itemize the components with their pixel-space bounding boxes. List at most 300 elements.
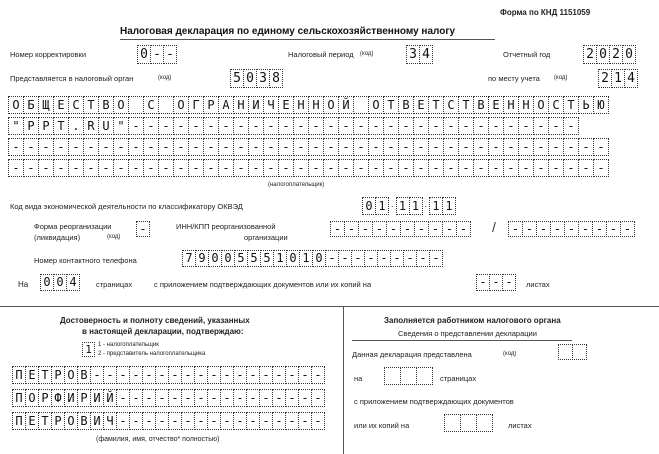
char-cell: - (377, 250, 391, 267)
char-cell: - (38, 159, 54, 177)
char-cell: - (136, 221, 150, 237)
char-cell: - (293, 159, 309, 177)
tax-authority-field[interactable] (230, 69, 283, 88)
char-cell: - (272, 366, 286, 384)
char-cell: - (233, 389, 247, 407)
char-cell: - (218, 117, 234, 135)
office-with-docs-label: с приложением подтверждающих документов (354, 397, 514, 406)
char-cell: - (351, 250, 365, 267)
char-cell: В (77, 412, 91, 430)
char-cell: - (155, 389, 169, 407)
char-cell: - (218, 138, 234, 156)
char-cell: 0 (221, 250, 235, 267)
char-cell: - (246, 366, 260, 384)
char-cell: П (12, 389, 26, 407)
char-cell: - (398, 138, 414, 156)
char-cell: - (503, 117, 519, 135)
location-code-caption: (код) (554, 75, 568, 81)
char-cell: Р (51, 366, 65, 384)
char-cell: - (8, 159, 24, 177)
section-divider (0, 306, 659, 307)
char-cell: - (488, 138, 504, 156)
char-cell: - (503, 159, 519, 177)
reorg-form-label-2: (ликвидация) (34, 233, 81, 242)
char-cell: - (578, 159, 594, 177)
char-cell: Й (338, 96, 354, 114)
title-underline (120, 39, 495, 40)
char-cell: - (503, 138, 519, 156)
char-cell: - (476, 274, 490, 291)
char-cell: - (38, 138, 54, 156)
char-cell: - (443, 117, 459, 135)
char-cell: Ф (51, 389, 65, 407)
char-cell: - (308, 159, 324, 177)
reorg-form-field[interactable] (136, 221, 150, 237)
char-cell (158, 96, 174, 114)
char-cell: - (83, 159, 99, 177)
char-cell: 0 (40, 274, 54, 291)
char-cell: - (173, 159, 189, 177)
char-cell: - (413, 159, 429, 177)
char-cell: О (25, 389, 39, 407)
char-cell: - (116, 366, 130, 384)
char-cell: Й (103, 389, 117, 407)
char-cell: " (113, 117, 129, 135)
char-cell: - (203, 159, 219, 177)
char-cell: - (518, 159, 534, 177)
char-cell: 1 (299, 250, 313, 267)
correction-number-field[interactable] (137, 45, 177, 64)
char-cell: Щ (38, 96, 54, 114)
char-cell: О (368, 96, 384, 114)
char-cell: О (173, 96, 189, 114)
char-cell: - (353, 117, 369, 135)
char-cell: - (398, 117, 414, 135)
char-cell: - (564, 221, 579, 237)
char-cell: - (338, 138, 354, 156)
char-cell: - (194, 389, 208, 407)
char-cell: - (414, 221, 429, 237)
char-cell: - (272, 412, 286, 430)
char-cell: - (390, 250, 404, 267)
char-cell: - (338, 117, 354, 135)
char-cell: 0 (137, 45, 151, 64)
char-cell: - (8, 138, 24, 156)
char-cell: - (278, 138, 294, 156)
char-cell: И (90, 412, 104, 430)
char-cell (400, 367, 417, 385)
char-cell: - (413, 117, 429, 135)
char-cell: - (338, 250, 352, 267)
reorg-inn-field[interactable] (330, 221, 471, 237)
payer-type-field[interactable] (82, 342, 95, 357)
char-cell: - (53, 138, 69, 156)
char-cell: - (129, 366, 143, 384)
char-cell: - (488, 117, 504, 135)
char-cell: - (246, 412, 260, 430)
char-cell: Т (38, 366, 52, 384)
char-cell: - (344, 221, 359, 237)
char-cell: - (400, 221, 415, 237)
char-cell: - (592, 221, 607, 237)
char-cell: 0 (243, 69, 257, 88)
phone-number-field[interactable] (182, 250, 443, 267)
char-cell: 4 (66, 274, 80, 291)
char-cell: - (143, 117, 159, 135)
char-cell: - (181, 389, 195, 407)
char-cell: Т (38, 412, 52, 430)
taxpayer-name-line-3[interactable] (8, 138, 609, 156)
office-title: Заполняется работником налогового органа (384, 316, 561, 325)
char-cell: П (12, 412, 26, 430)
reorg-kpp-field[interactable] (508, 221, 635, 237)
char-cell: - (248, 117, 264, 135)
char-cell: Б (23, 96, 39, 114)
char-cell (416, 367, 433, 385)
char-cell: - (442, 221, 457, 237)
char-cell: - (473, 138, 489, 156)
char-cell: - (372, 221, 387, 237)
char-cell: - (128, 117, 144, 135)
char-cell: Р (51, 412, 65, 430)
char-cell: О (533, 96, 549, 114)
char-cell: 1 (273, 250, 287, 267)
char-cell: - (428, 138, 444, 156)
char-cell: - (323, 138, 339, 156)
char-cell: - (285, 389, 299, 407)
char-cell: 8 (269, 69, 283, 88)
char-cell: О (64, 366, 78, 384)
office-sheets-field[interactable] (444, 414, 493, 432)
char-cell: P (23, 117, 39, 135)
taxpayer-name-line-4[interactable] (8, 159, 609, 177)
char-cell: - (293, 117, 309, 135)
char-cell: - (150, 45, 164, 64)
char-cell: 3 (256, 69, 270, 88)
char-cell: П (12, 366, 26, 384)
presented-code-caption: (код) (503, 351, 517, 357)
taxpayer-name-line-2[interactable] (8, 117, 579, 135)
char-cell: - (533, 138, 549, 156)
char-cell: - (458, 138, 474, 156)
reporting-year-field[interactable] (583, 45, 636, 64)
char-cell: - (383, 117, 399, 135)
char-cell: - (220, 389, 234, 407)
payer-option-1: 1 - налогоплательщик (98, 342, 159, 348)
char-cell: - (188, 159, 204, 177)
char-cell: - (368, 138, 384, 156)
char-cell: - (233, 412, 247, 430)
period-code-caption: (код) (360, 51, 374, 57)
char-cell: Ч (263, 96, 279, 114)
okved-dot: . (391, 199, 394, 209)
char-cell: - (473, 117, 489, 135)
char-cell: - (278, 117, 294, 135)
char-cell: - (158, 159, 174, 177)
char-cell: - (259, 412, 273, 430)
char-cell: - (233, 117, 249, 135)
inn-kpp-slash: / (492, 219, 496, 235)
taxpayer-caption: (налогоплательщик) (268, 182, 325, 188)
char-cell: - (298, 412, 312, 430)
char-cell: - (220, 366, 234, 384)
period-label: Налоговый период (288, 50, 354, 59)
char-cell: 1 (442, 197, 456, 215)
char-cell: - (458, 117, 474, 135)
char-cell: - (502, 274, 516, 291)
okved-dot: . (424, 199, 428, 209)
char-cell: Е (413, 96, 429, 114)
char-cell: Ч (103, 412, 117, 430)
char-cell: - (248, 159, 264, 177)
char-cell: T (53, 117, 69, 135)
form-title: Налоговая декларация по единому сельскохозяйственному налогу (120, 26, 456, 37)
okved-code-field[interactable] (362, 197, 456, 215)
sheets-count-field[interactable] (476, 274, 516, 291)
char-cell: - (158, 138, 174, 156)
char-cell: 1 (375, 197, 389, 215)
tax-period-field[interactable] (406, 45, 433, 64)
char-cell: - (578, 138, 594, 156)
char-cell: С (548, 96, 564, 114)
char-cell: - (53, 159, 69, 177)
char-cell: 1 (82, 342, 95, 357)
char-cell: - (293, 138, 309, 156)
first-name-field[interactable] (12, 389, 325, 407)
char-cell: - (116, 412, 130, 430)
char-cell: - (330, 221, 345, 237)
char-cell: О (323, 96, 339, 114)
char-cell: - (308, 117, 324, 135)
char-cell: - (248, 138, 264, 156)
char-cell: - (113, 138, 129, 156)
char-cell: - (364, 250, 378, 267)
char-cell: - (620, 221, 635, 237)
char-cell: 5 (260, 250, 274, 267)
char-cell: - (522, 221, 537, 237)
char-cell: - (181, 412, 195, 430)
char-cell: - (194, 366, 208, 384)
char-cell: - (233, 159, 249, 177)
char-cell: - (443, 138, 459, 156)
char-cell: - (428, 221, 443, 237)
char-cell: А (218, 96, 234, 114)
confirm-title-2: в настоящей декларации, подтверждаю: (82, 327, 244, 336)
char-cell: - (129, 389, 143, 407)
char-cell: - (278, 159, 294, 177)
char-cell: - (368, 117, 384, 135)
char-cell: - (298, 366, 312, 384)
char-cell: Т (383, 96, 399, 114)
char-cell: - (578, 221, 593, 237)
char-cell: - (188, 117, 204, 135)
char-cell: - (173, 138, 189, 156)
char-cell: P (38, 117, 54, 135)
char-cell: И (64, 389, 78, 407)
char-cell (444, 414, 461, 432)
char-cell: Н (293, 96, 309, 114)
char-cell: - (428, 159, 444, 177)
char-cell (128, 96, 144, 114)
char-cell: Т (428, 96, 444, 114)
char-cell: 0 (596, 45, 610, 64)
char-cell: - (398, 159, 414, 177)
char-cell: 2 (598, 69, 612, 88)
char-cell: - (368, 159, 384, 177)
char-cell: - (90, 366, 104, 384)
char-cell: 0 (208, 250, 222, 267)
char-cell: - (338, 159, 354, 177)
reorg-inn-label-1: ИНН/КПП реорганизованной (176, 222, 276, 231)
char-cell: . (68, 117, 84, 135)
char-cell: - (383, 159, 399, 177)
location-label: по месту учета (488, 74, 540, 83)
char-cell: - (458, 159, 474, 177)
char-cell: - (142, 366, 156, 384)
char-cell: 1 (396, 197, 410, 215)
char-cell: В (473, 96, 489, 114)
char-cell: - (563, 117, 579, 135)
char-cell: 3 (406, 45, 420, 64)
authority-code-caption: (код) (158, 75, 172, 81)
char-cell: - (548, 138, 564, 156)
char-cell: - (263, 138, 279, 156)
char-cell: - (194, 412, 208, 430)
char-cell: - (220, 412, 234, 430)
char-cell: О (8, 96, 24, 114)
char-cell: - (155, 366, 169, 384)
char-cell: 5 (247, 250, 261, 267)
with-docs-label: с приложением подтверждающих документов или их копий на (154, 280, 372, 289)
char-cell: Е (53, 96, 69, 114)
office-sheets-label: листах (508, 421, 532, 430)
char-cell (558, 344, 573, 360)
char-cell: - (548, 159, 564, 177)
char-cell: - (259, 366, 273, 384)
char-cell: - (550, 221, 565, 237)
char-cell: В (98, 96, 114, 114)
char-cell: - (263, 117, 279, 135)
char-cell: - (285, 412, 299, 430)
char-cell: 0 (622, 45, 636, 64)
char-cell: - (353, 159, 369, 177)
patronymic-field[interactable] (12, 412, 325, 430)
char-cell: - (536, 221, 551, 237)
char-cell: В (77, 366, 91, 384)
char-cell: - (272, 389, 286, 407)
char-cell: 1 (429, 197, 443, 215)
char-cell: - (606, 221, 621, 237)
char-cell: - (143, 159, 159, 177)
char-cell: С (68, 96, 84, 114)
char-cell: С (443, 96, 459, 114)
char-cell: - (593, 138, 609, 156)
surname-field[interactable] (12, 366, 325, 384)
office-presented-code-field[interactable] (558, 344, 587, 360)
char-cell: - (548, 117, 564, 135)
char-cell: Е (25, 366, 39, 384)
char-cell: - (143, 138, 159, 156)
char-cell: - (168, 389, 182, 407)
office-on-label: на (354, 374, 363, 383)
fio-caption: (фамилия, имя, отчество* полностью) (96, 436, 220, 443)
char-cell: - (285, 366, 299, 384)
char-cell: 0 (286, 250, 300, 267)
char-cell: - (98, 159, 114, 177)
reorg-form-label-1: Форма реорганизации (34, 222, 112, 231)
char-cell: - (563, 138, 579, 156)
pages-count-field[interactable] (40, 274, 80, 291)
char-cell: 0 (53, 274, 67, 291)
office-pages-label: страницах (440, 374, 477, 383)
char-cell: - (116, 389, 130, 407)
char-cell (572, 344, 587, 360)
char-cell: - (428, 117, 444, 135)
char-cell: - (23, 138, 39, 156)
char-cell: U (98, 117, 114, 135)
char-cell: 4 (419, 45, 433, 64)
char-cell: 9 (195, 250, 209, 267)
char-cell: - (218, 159, 234, 177)
char-cell: - (203, 117, 219, 135)
char-cell: - (311, 366, 325, 384)
char-cell: 2 (583, 45, 597, 64)
char-cell: - (518, 117, 534, 135)
char-cell: - (488, 159, 504, 177)
char-cell: - (456, 221, 471, 237)
location-code-field[interactable] (598, 69, 638, 88)
sheets-label: листах (526, 280, 550, 289)
char-cell: - (508, 221, 523, 237)
char-cell: - (128, 138, 144, 156)
char-cell: - (128, 159, 144, 177)
char-cell: - (158, 117, 174, 135)
char-cell: Т (458, 96, 474, 114)
char-cell: - (181, 366, 195, 384)
char-cell: - (155, 412, 169, 430)
char-cell: - (129, 412, 143, 430)
pages-label: страницах (96, 280, 133, 289)
char-cell (353, 96, 369, 114)
presented-label: Данная декларация представлена (352, 350, 472, 359)
char-cell (384, 367, 401, 385)
taxpayer-name-line-1[interactable] (8, 96, 609, 114)
form-code: Форма по КНД 1151059 (500, 8, 591, 17)
char-cell: - (473, 159, 489, 177)
char-cell: - (113, 159, 129, 177)
confirm-title-1: Достоверность и полноту сведений, указанных (60, 316, 250, 325)
pages-on-label: На (18, 280, 29, 289)
char-cell: - (563, 159, 579, 177)
char-cell: Ю (593, 96, 609, 114)
char-cell: " (8, 117, 24, 135)
office-copies-label: или их копий на (354, 421, 410, 430)
office-pages-field[interactable] (384, 367, 433, 385)
char-cell: В (398, 96, 414, 114)
char-cell (476, 414, 493, 432)
char-cell: - (311, 412, 325, 430)
char-cell: - (173, 117, 189, 135)
char-cell: R (83, 117, 99, 135)
char-cell: - (353, 138, 369, 156)
char-cell: - (207, 366, 221, 384)
char-cell: С (143, 96, 159, 114)
char-cell: - (163, 45, 177, 64)
payer-option-2: 2 - представитель налогоплательщика (98, 351, 206, 357)
char-cell: И (248, 96, 264, 114)
char-cell: Р (203, 96, 219, 114)
reorg-inn-label-2: организации (244, 233, 288, 242)
